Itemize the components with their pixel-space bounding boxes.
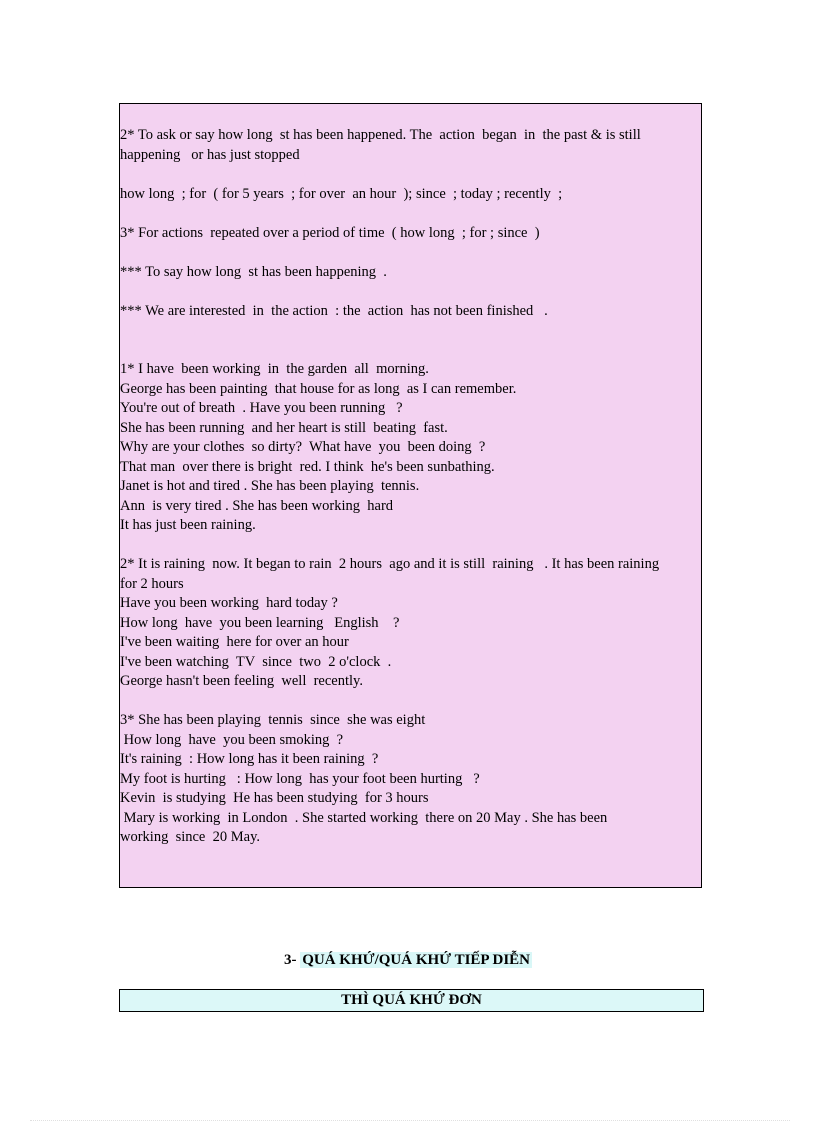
blank-line (120, 341, 701, 361)
text-line: *** To say how long st has been happening . (120, 263, 387, 280)
text-line: 1* I have been working in the garden all morning. (120, 361, 429, 377)
text-line: Kevin is studying He has been studying for 3 hours (120, 790, 429, 806)
subheading-box (119, 989, 704, 1012)
text-line: Have you been working hard today ? (120, 595, 338, 611)
text-line: George has been painting that house for as long as I can remember. (120, 380, 517, 397)
blank-line (120, 536, 701, 556)
text-line: I've been waiting here for over an hour (120, 634, 349, 650)
blank-line (120, 165, 701, 185)
text-line: How long have you been learning English ? (120, 614, 400, 631)
text-line: My foot is hurting : How long has your foot been hurting ? (120, 770, 480, 787)
text-line: 3* She has been playing tennis since she was eight (120, 712, 426, 728)
page-divider (30, 1120, 790, 1121)
subheading-text: THÌ QUÁ KHỨ ĐƠN (341, 992, 482, 1008)
blank-line (120, 321, 701, 341)
section-title: QUÁ KHỨ/QUÁ KHỨ TIẾP DIỄN (302, 952, 531, 968)
notes-box (119, 103, 702, 888)
notes-content (120, 126, 701, 848)
blank-line (120, 243, 701, 263)
text-line: working since 20 May. (120, 829, 261, 845)
text-line: You're out of breath . Have you been running ? (120, 400, 403, 416)
blank-line (120, 204, 701, 224)
text-line: 2* To ask or say how long st has been happened. The action began in the past & is still (120, 127, 641, 143)
text-line: *** We are interested in the action : the action has not been finished . (120, 302, 548, 319)
text-line: She has been running and her heart is still beating fast. (120, 419, 448, 436)
text-line: 3* For actions repeated over a period of time ( how long ; for ; since ) (120, 224, 540, 241)
text-line: It has just been raining. (120, 517, 256, 533)
text-line: George hasn't been feeling well recently. (120, 673, 363, 689)
section-number: 3- (283, 952, 297, 968)
text-line: How long have you been smoking ? (120, 731, 344, 748)
text-line: for 2 hours (120, 575, 184, 592)
text-line: Ann is very tired . She has been working hard (120, 497, 394, 514)
text-line: Mary is working in London . She started working there on 20 May . She has been (120, 809, 608, 826)
text-line: It's raining : How long has it been raining ? (120, 751, 379, 767)
text-line: That man over there is bright red. I think he's been sunbathing. (120, 458, 495, 475)
text-line: 2* It is raining now. It began to rain 2 hours ago and it is still raining . It has been raining (120, 556, 660, 572)
text-line: happening or has just stopped (120, 146, 300, 163)
blank-line (120, 282, 701, 302)
text-line: how long ; for ( for 5 years ; for over an hour ); since ; today ; recently ; (120, 185, 563, 202)
text-line: Janet is hot and tired . She has been playing tennis. (120, 478, 420, 494)
blank-line (120, 692, 701, 712)
text-line: Why are your clothes so dirty? What have you been doing ? (120, 439, 486, 455)
text-line: I've been watching TV since two 2 o'clock . (120, 653, 392, 670)
section-heading (0, 950, 816, 970)
